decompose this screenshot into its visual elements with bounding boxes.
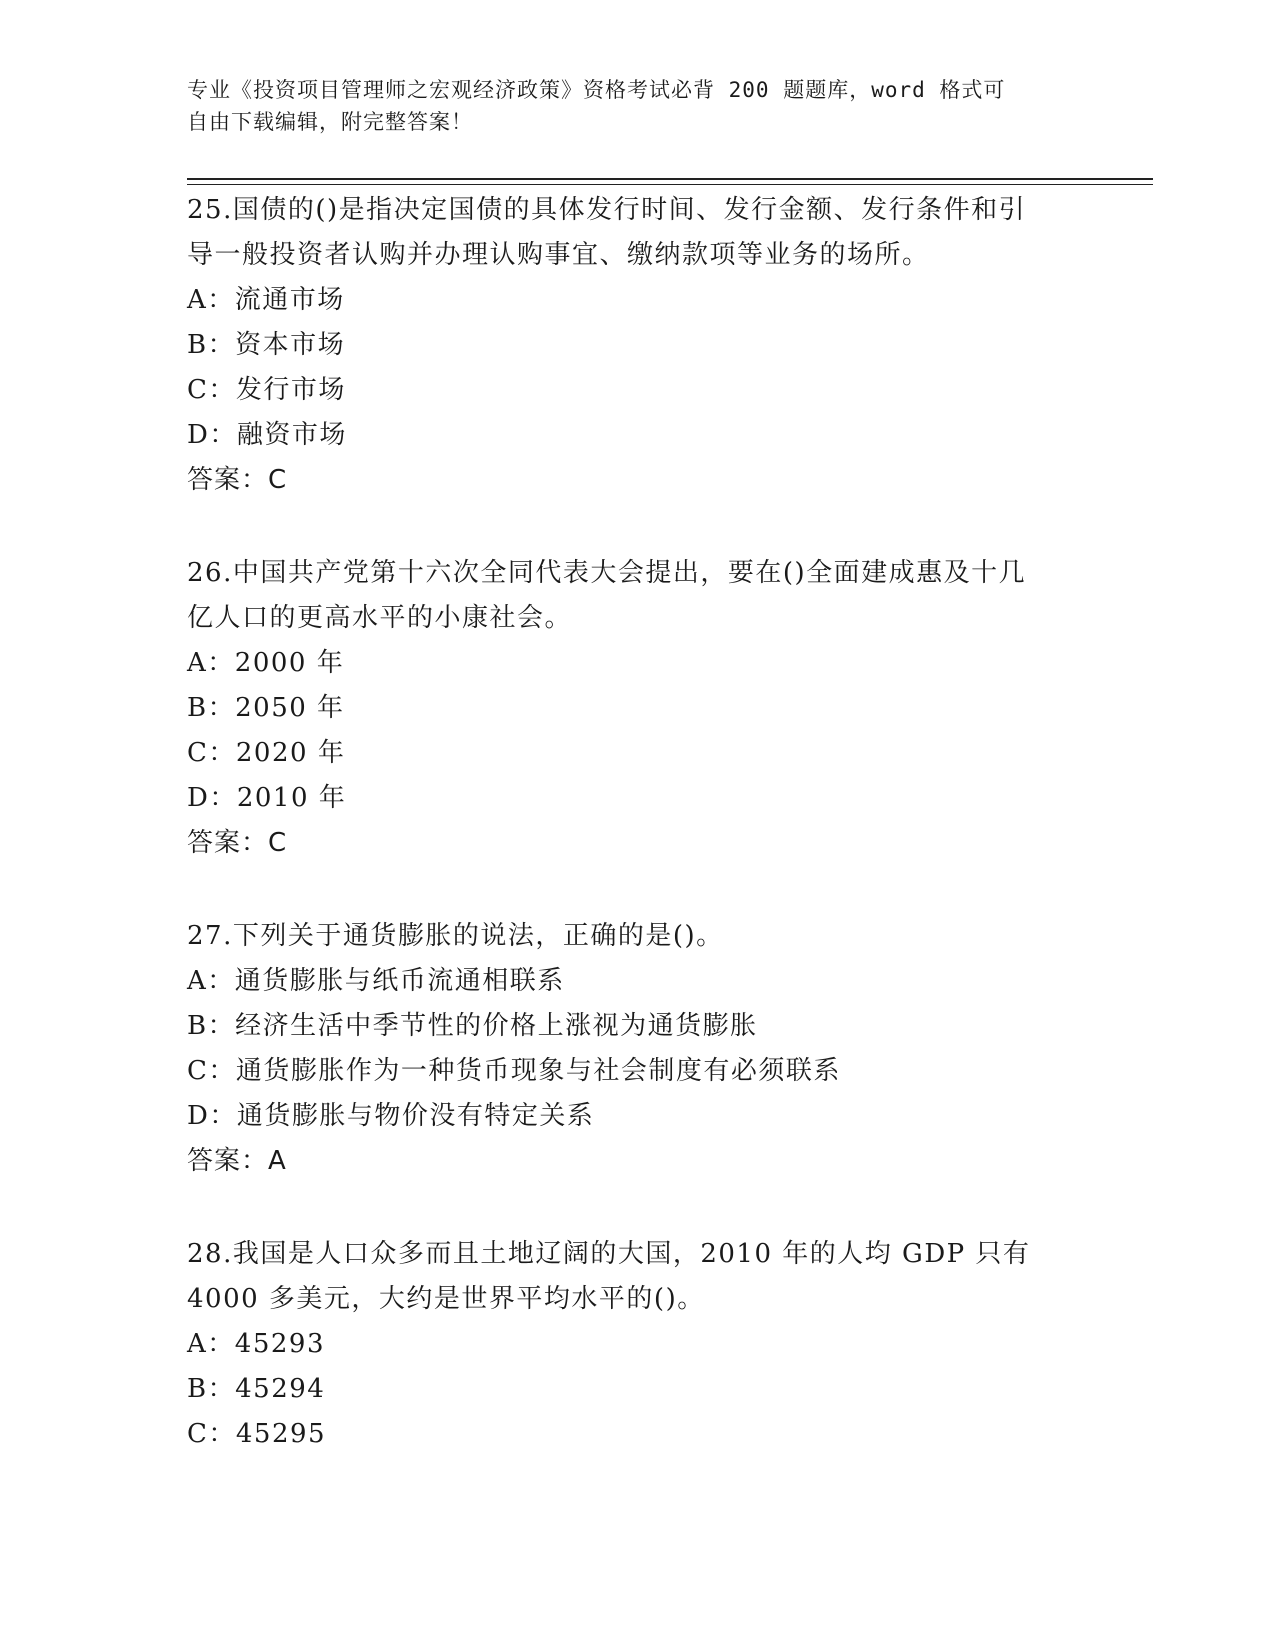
option-b: B：资本市场 <box>187 330 346 360</box>
option-a: A：流通市场 <box>187 285 345 315</box>
question-text: 28.我国是人口众多而且土地辽阔的大国，2010 年的人均 GDP 只有 <box>187 1239 1031 1269</box>
header-line-1: 专业《投资项目管理师之宏观经济政策》资格考试必背 200 题题库，word 格式可 <box>187 78 1006 102</box>
option-c: C：发行市场 <box>187 375 346 405</box>
question-text-cont: 4000 多美元，大约是世界平均水平的()。 <box>187 1284 705 1314</box>
header-divider-thick <box>187 178 1153 180</box>
option-c: C：45295 <box>187 1419 327 1449</box>
option-d: D：2010 年 <box>187 783 347 813</box>
option-a: A：2000 年 <box>187 648 345 678</box>
question-27 <box>187 914 1067 1184</box>
question-text-cont: 亿人口的更高水平的小康社会。 <box>187 603 573 633</box>
question-25 <box>187 188 1067 503</box>
option-b: B：45294 <box>187 1374 326 1404</box>
option-a: A：通货膨胀与纸币流通相联系 <box>187 966 565 996</box>
option-a: A：45293 <box>187 1329 325 1359</box>
question-text: 27.下列关于通货膨胀的说法，正确的是()。 <box>187 921 724 951</box>
option-c: C：2020 年 <box>187 738 346 768</box>
header-line-2: 自由下载编辑，附完整答案！ <box>187 110 473 134</box>
question-text: 26.中国共产党第十六次全同代表大会提出，要在()全面建成惠及十几 <box>187 558 1027 588</box>
answer: 答案：A <box>187 1146 287 1176</box>
answer: 答案：C <box>187 465 288 495</box>
question-list <box>187 188 1067 1505</box>
option-b: B：经济生活中季节性的价格上涨视为通货膨胀 <box>187 1011 758 1041</box>
question-28 <box>187 1232 1067 1457</box>
question-text-cont: 导一般投资者认购并办理认购事宜、缴纳款项等业务的场所。 <box>187 240 930 270</box>
option-b: B：2050 年 <box>187 693 345 723</box>
option-c: C：通货膨胀作为一种货币现象与社会制度有必须联系 <box>187 1056 841 1086</box>
header-divider-thin <box>187 184 1153 185</box>
document-header <box>187 74 1067 138</box>
answer: 答案：C <box>187 828 288 858</box>
option-d: D：融资市场 <box>187 420 347 450</box>
question-26 <box>187 551 1067 866</box>
question-text: 25.国债的()是指决定国债的具体发行时间、发行金额、发行条件和引 <box>187 195 1027 225</box>
option-d: D：通货膨胀与物价没有特定关系 <box>187 1101 595 1131</box>
